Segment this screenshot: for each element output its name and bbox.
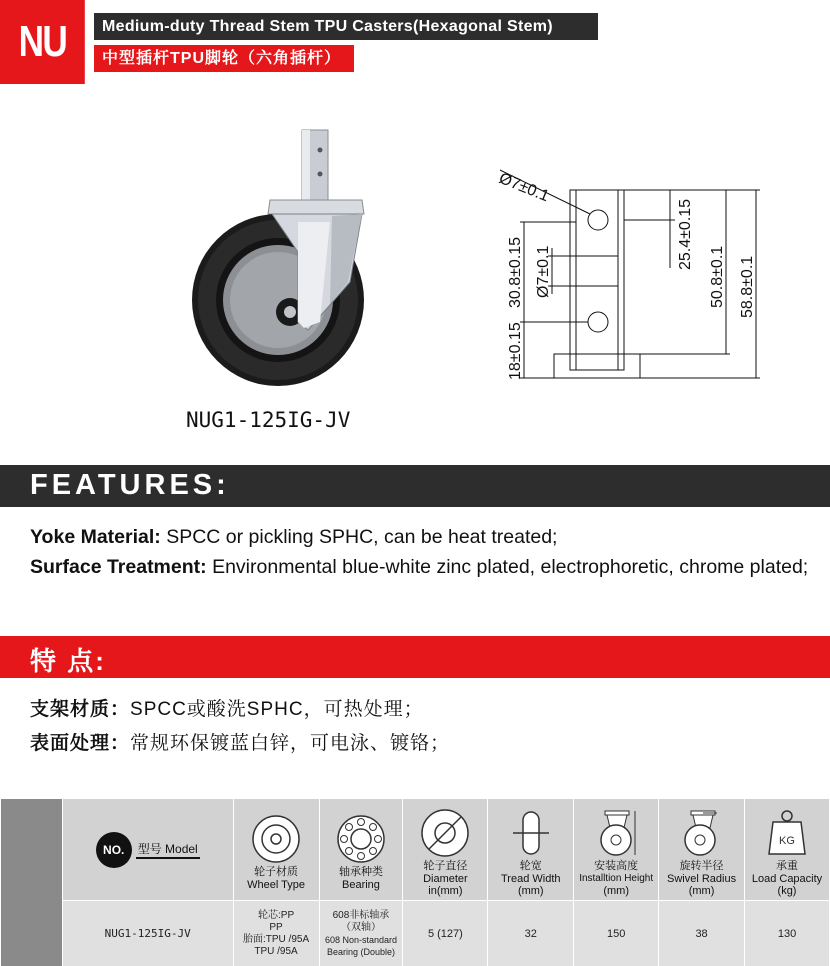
feature-yoke-label: Yoke Material: — [30, 526, 161, 548]
model-header-label: 型号 Model — [136, 840, 200, 859]
features-cn-heading: 特 点: — [30, 646, 106, 676]
feature-cn-yoke — [30, 694, 424, 721]
tread-width-icon — [511, 808, 551, 858]
bearing-icon — [336, 814, 386, 864]
stem-technical-drawing — [490, 158, 780, 390]
tread-en: Tread Width — [501, 873, 561, 885]
load-en: Load Capacity — [751, 873, 823, 885]
tread-unit: (mm) — [517, 885, 544, 897]
wheel-icon — [251, 814, 301, 864]
dim-50-8: 50.8±0.1 — [709, 245, 726, 308]
height-cn: 安装高度 — [594, 860, 639, 872]
bearing-cn: 轴承种类 — [338, 866, 383, 878]
product-model-label: NUG1-125IG-JV — [186, 408, 351, 432]
row-wheel-type-3: 胎面:TPU /95A — [242, 933, 310, 945]
feature-cn-surface-label: 表面处理： — [30, 733, 131, 754]
wheel-type-en: Wheel Type — [247, 879, 305, 891]
swivel-cn: 旋转半径 — [679, 860, 724, 872]
spec-table — [0, 798, 830, 966]
brand-logo: NU — [0, 0, 85, 84]
features-heading-bar — [0, 465, 830, 507]
row-wheel-type-1: 轮芯:PP — [258, 909, 295, 921]
title-en: Medium-duty Thread Stem TPU Casters(Hexagonal Stem) — [94, 13, 598, 40]
row-bearing-1: 608非标轴承 — [332, 909, 390, 921]
row-diameter: 5 (127) — [403, 901, 488, 966]
feature-surface-label: Surface Treatment: — [30, 556, 207, 578]
row-wheel-type-2: PP — [269, 921, 283, 933]
feature-cn-yoke-label: 支架材质： — [30, 699, 131, 720]
bearing-header — [319, 799, 403, 901]
dim-hole-top: Ø7±0.1 — [496, 169, 552, 206]
row-bearing — [319, 901, 403, 966]
row-load: 130 — [745, 901, 830, 966]
row-bearing-3: 608 Non-standard — [324, 934, 397, 945]
feature-surface-text: Environmental blue-white zinc plated, electrophoretic, chrome plated; — [206, 556, 809, 578]
diameter-unit: in(mm) — [428, 885, 463, 897]
wheel-type-cn: 轮子材质 — [254, 866, 299, 878]
load-cn: 承重 — [776, 860, 798, 872]
installation-height-icon — [591, 808, 641, 858]
feature-yoke — [30, 526, 557, 549]
spec-table-header-row — [1, 799, 830, 901]
row-bearing-4: Bearing (Double) — [326, 946, 395, 957]
table-corner — [1, 799, 63, 966]
dim-hole-mid: Ø7±0.1 — [535, 245, 552, 298]
load-header — [745, 799, 830, 901]
swivel-header — [659, 799, 745, 901]
kg-icon-text: KG — [779, 835, 795, 847]
height-unit: (mm) — [603, 885, 629, 897]
load-unit: (kg) — [777, 885, 797, 897]
row-wheel-type-4: TPU /95A — [254, 945, 298, 957]
bearing-en: Bearing — [342, 879, 380, 891]
weight-icon — [765, 808, 809, 858]
feature-cn-surface — [30, 728, 450, 755]
row-wheel-type — [233, 901, 319, 966]
feature-surface — [30, 556, 808, 579]
diameter-en: Diameter — [423, 873, 468, 885]
dim-25-4: 25.4±0.15 — [677, 198, 694, 270]
swivel-radius-icon — [677, 808, 727, 858]
feature-cn-surface-text: 常规环保镀蓝白锌，可电泳、镀铬； — [130, 733, 451, 754]
table-row — [1, 901, 830, 966]
diameter-icon — [420, 808, 470, 858]
height-en: Installtion Height — [579, 873, 654, 884]
dim-18: 18±0.15 — [507, 322, 524, 380]
row-height: 150 — [574, 901, 659, 966]
tread-header — [488, 799, 574, 901]
dim-58-8: 58.8±0.1 — [739, 255, 756, 318]
features-heading: FEATURES: — [30, 469, 230, 501]
model-header — [62, 799, 233, 901]
features-cn-heading-bar — [0, 636, 830, 678]
dim-30-8: 30.8±0.15 — [507, 236, 524, 308]
feature-cn-yoke-text: SPCC或酸洗SPHC，可热处理； — [130, 699, 424, 720]
feature-yoke-text: SPCC or pickling SPHC, can be heat treated; — [160, 526, 558, 548]
title-cn: 中型插杆TPU脚轮（六角插杆） — [94, 45, 354, 72]
tread-cn: 轮宽 — [519, 860, 542, 872]
no-badge: NO. — [96, 832, 132, 868]
height-header — [574, 799, 659, 901]
row-bearing-2: （双轴） — [340, 921, 381, 933]
row-model: NUG1-125IG-JV — [62, 901, 233, 966]
diameter-cn: 轮子直径 — [423, 860, 468, 872]
diameter-header — [403, 799, 488, 901]
row-tread: 32 — [488, 901, 574, 966]
wheel-type-header — [233, 799, 319, 901]
row-swivel: 38 — [659, 901, 745, 966]
caster-product-image — [180, 122, 380, 412]
swivel-en: Swivel Radius — [667, 873, 737, 885]
swivel-unit: (mm) — [688, 885, 715, 897]
